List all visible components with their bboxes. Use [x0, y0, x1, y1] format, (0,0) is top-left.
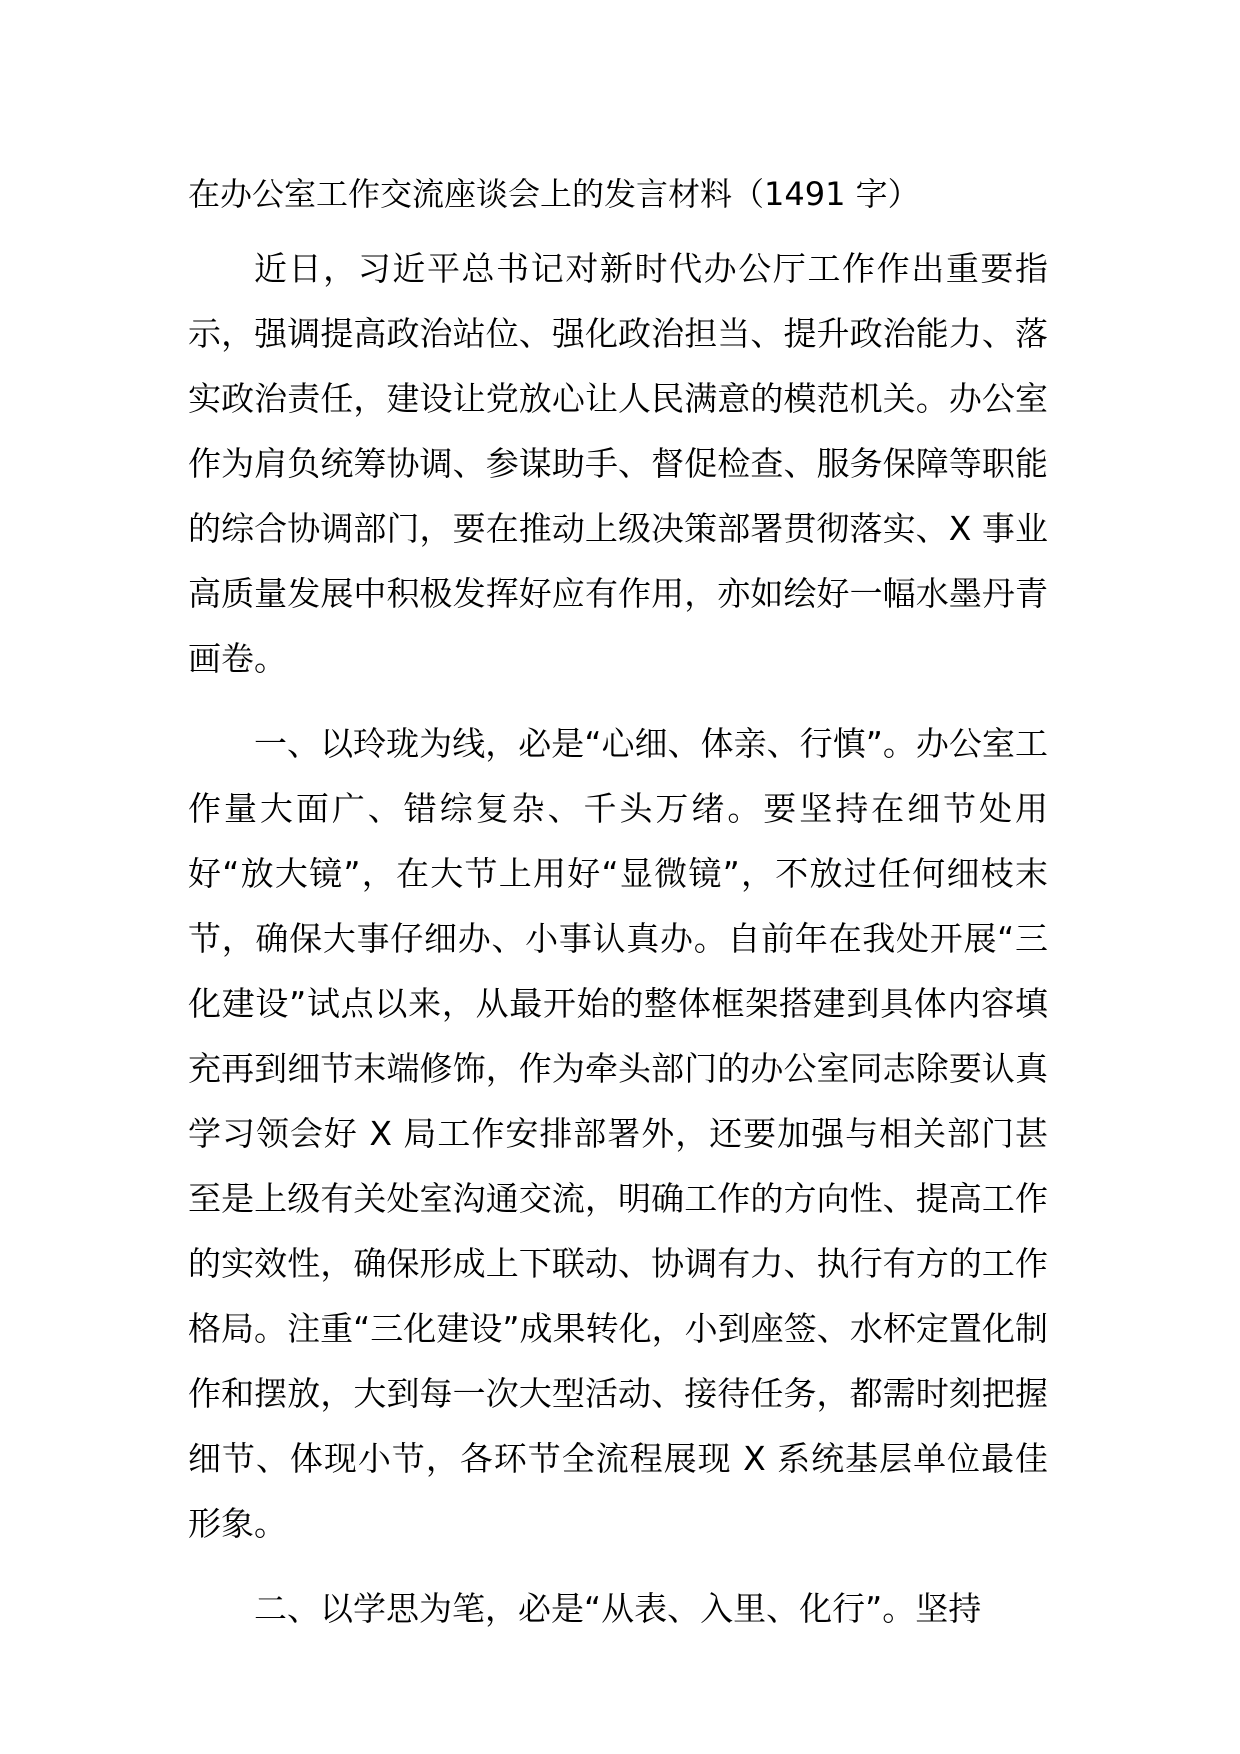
document-body: [188, 236, 1048, 1641]
paragraph-section-two: 二、以学思为笔，必是“从表、入里、化行”。坚持: [254, 1589, 982, 1628]
paragraph-intro: 近日，习近平总书记对新时代办公厅工作作出重要指示，强调提高政治站位、强化政治担当、提升政治能力、落实政治责任，建设让党放心让人民满意的模范机关。办公室作为肩负统筹协调、参谋助手、督促检查、服务保障等职能的综合协调部门，要在推动上级决策部署贯彻落实、X 事业高质量发展中积极发挥好应有作用，亦如绘好一幅水墨丹青画卷。: [188, 249, 1048, 678]
paragraph-section-one: 一、以玲珑为线，必是“心细、体亲、行慎”。办公室工作量大面广、错综复杂、千头万绪。要坚持在细节处用好“放大镜”，在大节上用好“显微镜”，不放过任何细枝末节，确保大事仔细办、小事认真办。自前年在我处开展“三化建设”试点以来，从最开始的整体框架搭建到具体内容填充再到细节末端修饰，作为牵头部门的办公室同志除要认真学习领会好 X 局工作安排部署外，还要加强与相关部门甚至是上级有关处室沟通交流，明确工作的方向性、提高工作的实效性，确保形成上下联动、协调有力、执行有方的工作格局。注重“三化建设”成果转化，小到座签、水杯定置化制作和摆放，大到每一次大型活动、接待任务，都需时刻把握细节、体现小节，各环节全流程展现 X 系统基层单位最佳形象。: [188, 724, 1048, 1543]
document-title: 在办公室工作交流座谈会上的发言材料（1491 字）: [188, 175, 920, 213]
